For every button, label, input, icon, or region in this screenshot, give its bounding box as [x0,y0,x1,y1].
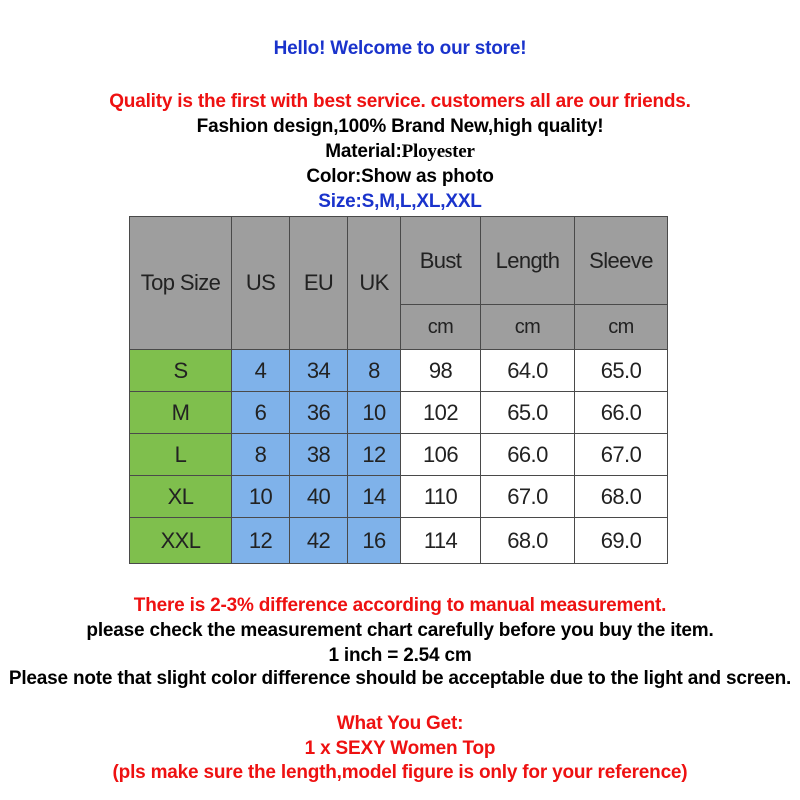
header-length: Length [481,217,575,305]
fashion-text: Fashion design,100% Brand New,high quality! [196,116,604,137]
quality-text: Quality is the first with best service. customers all are our friends. [109,91,691,112]
material-value: Ployester [401,141,475,162]
header-eu: EU [290,217,348,350]
size-list-text: Size:S,M,L,XL,XXL [318,191,482,212]
cell-length: 66.0 [481,434,575,476]
cell-bust: 106 [401,434,481,476]
cell-uk: 14 [348,476,401,518]
table-row [130,350,668,392]
cell-eu: 38 [290,434,348,476]
inch-conversion: 1 inch = 2.54 cm [328,645,472,666]
material-label: Material: [325,141,402,162]
cell-sleeve: 67.0 [575,434,668,476]
cell-uk: 10 [348,392,401,434]
what-you-get-heading: What You Get: [336,713,464,734]
cell-size: S [130,350,232,392]
cell-length: 67.0 [481,476,575,518]
package-item: 1 x SEXY Women Top [304,738,496,759]
header-sleeve: Sleeve [575,217,668,305]
table-row [130,434,668,476]
cell-us: 6 [232,392,290,434]
material-text [0,141,800,163]
cell-bust: 110 [401,476,481,518]
cell-eu: 34 [290,350,348,392]
unit-bust: cm [401,305,481,350]
header-top-size: Top Size [130,217,232,350]
cell-eu: 40 [290,476,348,518]
color-text: Color:Show as photo [306,166,494,187]
header-us: US [232,217,290,350]
size-chart-table [129,216,668,564]
table-row [130,518,668,564]
cell-size: M [130,392,232,434]
cell-length: 65.0 [481,392,575,434]
cell-sleeve: 66.0 [575,392,668,434]
unit-length: cm [481,305,575,350]
cell-us: 12 [232,518,290,564]
cell-size: L [130,434,232,476]
cell-uk: 8 [348,350,401,392]
table-header-row [130,217,668,305]
cell-size: XXL [130,518,232,564]
cell-uk: 16 [348,518,401,564]
table-row [130,392,668,434]
cell-sleeve: 68.0 [575,476,668,518]
header-bust: Bust [401,217,481,305]
cell-sleeve: 69.0 [575,518,668,564]
difference-notice: There is 2-3% difference according to manual measurement. [133,595,667,616]
cell-us: 4 [232,350,290,392]
cell-us: 8 [232,434,290,476]
cell-eu: 42 [290,518,348,564]
table-row [130,476,668,518]
check-notice: please check the measurement chart carefully before you buy the item. [86,620,714,641]
cell-eu: 36 [290,392,348,434]
cell-size: XL [130,476,232,518]
cell-length: 68.0 [481,518,575,564]
cell-bust: 114 [401,518,481,564]
cell-length: 64.0 [481,350,575,392]
color-difference-note: Please note that slight color difference should be acceptable due to the light and screen. [8,668,792,689]
cell-sleeve: 65.0 [575,350,668,392]
cell-us: 10 [232,476,290,518]
welcome-text: Hello! Welcome to our store! [273,38,527,59]
cell-bust: 98 [401,350,481,392]
cell-bust: 102 [401,392,481,434]
header-uk: UK [348,217,401,350]
cell-uk: 12 [348,434,401,476]
unit-sleeve: cm [575,305,668,350]
reference-note: (pls make sure the length,model figure is only for your reference) [112,762,688,783]
